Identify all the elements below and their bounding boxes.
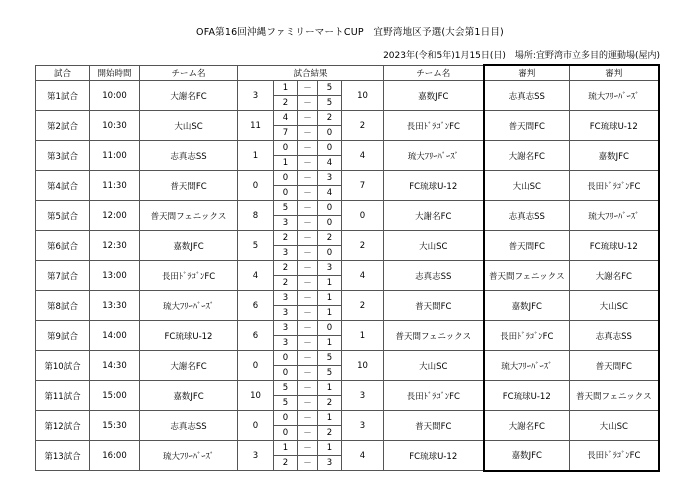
first-half-team2: 5 <box>318 81 342 96</box>
second-half-team2: 1 <box>318 306 342 321</box>
match-row <box>36 321 659 336</box>
team2-total: 10 <box>342 81 384 111</box>
match-number: 第1試合 <box>36 81 90 111</box>
score-dash: － <box>298 426 318 441</box>
referee-2: 大山SC <box>570 411 659 441</box>
start-time: 10:30 <box>90 111 140 141</box>
team1-total: 0 <box>238 171 274 201</box>
match-row <box>36 231 659 246</box>
second-half-team2: 5 <box>318 366 342 381</box>
score-dash: － <box>298 411 318 426</box>
first-half-team1: 0 <box>274 171 298 186</box>
second-half-team1: 5 <box>274 396 298 411</box>
first-half-team1: 5 <box>274 381 298 396</box>
team2-name: FC琉球U-12 <box>384 441 484 471</box>
team2-total: 3 <box>342 411 384 441</box>
referee-2: 琉大ﾌﾘｰﾊﾞｰｽﾞ <box>570 201 659 231</box>
score-dash: － <box>298 381 318 396</box>
first-half-team2: 0 <box>318 201 342 216</box>
referee-1: 嘉数JFC <box>484 441 570 471</box>
match-number: 第13試合 <box>36 441 90 471</box>
team2-name: 大山SC <box>384 231 484 261</box>
referee-2: 普天間フェニックス <box>570 381 659 411</box>
first-half-team1: 2 <box>274 261 298 276</box>
start-time: 12:00 <box>90 201 140 231</box>
match-number: 第5試合 <box>36 201 90 231</box>
start-time: 13:30 <box>90 291 140 321</box>
first-half-team2: 0 <box>318 141 342 156</box>
team1-total: 1 <box>238 141 274 171</box>
team2-total: 4 <box>342 261 384 291</box>
match-row <box>36 381 659 396</box>
second-half-team2: 2 <box>318 396 342 411</box>
team2-name: 大山SC <box>384 351 484 381</box>
match-number: 第4試合 <box>36 171 90 201</box>
score-dash: － <box>298 81 318 96</box>
match-row <box>36 261 659 276</box>
referee-1: 大山SC <box>484 171 570 201</box>
start-time: 16:00 <box>90 441 140 471</box>
score-dash: － <box>298 126 318 141</box>
score-dash: － <box>298 336 318 351</box>
match-number: 第9試合 <box>36 321 90 351</box>
team1-name: 嘉数JFC <box>140 381 238 411</box>
match-number: 第6試合 <box>36 231 90 261</box>
first-half-team2: 1 <box>318 381 342 396</box>
first-half-team1: 5 <box>274 201 298 216</box>
first-half-team1: 1 <box>274 81 298 96</box>
second-half-team1: 7 <box>274 126 298 141</box>
team1-name: 嘉数JFC <box>140 231 238 261</box>
referee-1: 琉大ﾌﾘｰﾊﾞｰｽﾞ <box>484 351 570 381</box>
match-row <box>36 351 659 366</box>
first-half-team1: 0 <box>274 411 298 426</box>
team2-name: 長田ﾄﾞﾗｺﾞﾝFC <box>384 111 484 141</box>
referee-2: 琉大ﾌﾘｰﾊﾞｰｽﾞ <box>570 81 659 111</box>
team2-total: 3 <box>342 381 384 411</box>
team1-total: 3 <box>238 441 274 471</box>
score-dash: － <box>298 456 318 471</box>
start-time: 13:00 <box>90 261 140 291</box>
second-half-team1: 1 <box>274 156 298 171</box>
first-half-team2: 2 <box>318 111 342 126</box>
second-half-team2: 1 <box>318 336 342 351</box>
score-dash: － <box>298 231 318 246</box>
score-dash: － <box>298 141 318 156</box>
schedule-table <box>35 64 660 472</box>
team1-total: 6 <box>238 321 274 351</box>
team1-name: 志真志SS <box>140 411 238 441</box>
second-half-team1: 0 <box>274 186 298 201</box>
score-dash: － <box>298 306 318 321</box>
match-number: 第11試合 <box>36 381 90 411</box>
date-venue: 2023年(令和5年)1月15日(日) 場所:宜野湾市立多目的運動場(屋内) <box>383 51 660 61</box>
team1-name: FC琉球U-12 <box>140 321 238 351</box>
referee-1: 志真志SS <box>484 201 570 231</box>
team2-name: 普天間FC <box>384 411 484 441</box>
team2-total: 4 <box>342 441 384 471</box>
referee-1: 長田ﾄﾞﾗｺﾞﾝFC <box>484 321 570 351</box>
second-half-team2: 0 <box>318 246 342 261</box>
header-start: 開始時間 <box>90 65 140 81</box>
match-row <box>36 111 659 126</box>
first-half-team2: 3 <box>318 171 342 186</box>
team2-name: 嘉数JFC <box>384 81 484 111</box>
team1-total: 0 <box>238 411 274 441</box>
referee-2: 長田ﾄﾞﾗｺﾞﾝFC <box>570 171 659 201</box>
score-dash: － <box>298 111 318 126</box>
start-time: 15:00 <box>90 381 140 411</box>
team2-total: 2 <box>342 231 384 261</box>
referee-1: 普天間FC <box>484 111 570 141</box>
score-dash: － <box>298 276 318 291</box>
first-half-team2: 0 <box>318 321 342 336</box>
team1-name: 琉大ﾌﾘｰﾊﾞｰｽﾞ <box>140 291 238 321</box>
match-row <box>36 291 659 306</box>
referee-1: 志真志SS <box>484 81 570 111</box>
match-number: 第8試合 <box>36 291 90 321</box>
match-row <box>36 171 659 186</box>
referee-2: 大山SC <box>570 291 659 321</box>
second-half-team2: 4 <box>318 156 342 171</box>
score-dash: － <box>298 396 318 411</box>
second-half-team2: 3 <box>318 456 342 471</box>
team1-total: 10 <box>238 381 274 411</box>
team1-name: 琉大ﾌﾘｰﾊﾞｰｽﾞ <box>140 441 238 471</box>
match-number: 第7試合 <box>36 261 90 291</box>
match-number: 第3試合 <box>36 141 90 171</box>
second-half-team2: 0 <box>318 126 342 141</box>
referee-1: 嘉数JFC <box>484 291 570 321</box>
team2-name: 普天間FC <box>384 291 484 321</box>
score-dash: － <box>298 261 318 276</box>
second-half-team2: 0 <box>318 216 342 231</box>
team2-name: 志真志SS <box>384 261 484 291</box>
second-half-team2: 5 <box>318 96 342 111</box>
match-number: 第10試合 <box>36 351 90 381</box>
header-ref2: 審判 <box>570 65 659 81</box>
header-result: 試合結果 <box>238 65 384 81</box>
referee-2: 嘉数JFC <box>570 141 659 171</box>
referee-2: 長田ﾄﾞﾗｺﾞﾝFC <box>570 441 659 471</box>
start-time: 12:30 <box>90 231 140 261</box>
team1-total: 3 <box>238 81 274 111</box>
team2-total: 10 <box>342 351 384 381</box>
first-half-team1: 1 <box>274 441 298 456</box>
referee-1: 大謝名FC <box>484 141 570 171</box>
team2-name: FC琉球U-12 <box>384 171 484 201</box>
second-half-team1: 3 <box>274 336 298 351</box>
first-half-team2: 5 <box>318 351 342 366</box>
header-team2: チーム名 <box>384 65 484 81</box>
team1-total: 8 <box>238 201 274 231</box>
team1-name: 普天間フェニックス <box>140 201 238 231</box>
referee-2: 志真志SS <box>570 321 659 351</box>
referee-1: 普天間フェニックス <box>484 261 570 291</box>
first-half-team1: 3 <box>274 321 298 336</box>
team1-name: 長田ﾄﾞﾗｺﾞﾝFC <box>140 261 238 291</box>
team2-total: 4 <box>342 141 384 171</box>
second-half-team1: 3 <box>274 216 298 231</box>
team1-total: 4 <box>238 261 274 291</box>
team2-name: 大謝名FC <box>384 201 484 231</box>
start-time: 11:00 <box>90 141 140 171</box>
team2-total: 2 <box>342 111 384 141</box>
match-row <box>36 141 659 156</box>
score-dash: － <box>298 216 318 231</box>
first-half-team2: 1 <box>318 411 342 426</box>
referee-1: 普天間FC <box>484 231 570 261</box>
start-time: 14:00 <box>90 321 140 351</box>
header-team1: チーム名 <box>140 65 238 81</box>
first-half-team2: 2 <box>318 231 342 246</box>
start-time: 11:30 <box>90 171 140 201</box>
start-time: 10:00 <box>90 81 140 111</box>
first-half-team1: 3 <box>274 291 298 306</box>
header-row <box>36 65 659 81</box>
second-half-team1: 0 <box>274 426 298 441</box>
score-dash: － <box>298 156 318 171</box>
team1-total: 5 <box>238 231 274 261</box>
team1-name: 大謝名FC <box>140 81 238 111</box>
match-row <box>36 441 659 456</box>
header-match: 試合 <box>36 65 90 81</box>
score-dash: － <box>298 201 318 216</box>
team2-name: 長田ﾄﾞﾗｺﾞﾝFC <box>384 381 484 411</box>
document-title: OFA第16回沖縄ファミリーマートCUP 宜野湾地区予選(大会第1日目) <box>196 27 504 38</box>
score-dash: － <box>298 291 318 306</box>
team1-total: 11 <box>238 111 274 141</box>
team2-name: 普天間フェニックス <box>384 321 484 351</box>
second-half-team2: 4 <box>318 186 342 201</box>
second-half-team1: 2 <box>274 276 298 291</box>
second-half-team2: 1 <box>318 276 342 291</box>
second-half-team1: 0 <box>274 366 298 381</box>
score-dash: － <box>298 441 318 456</box>
score-dash: － <box>298 366 318 381</box>
team2-total: 0 <box>342 201 384 231</box>
first-half-team2: 1 <box>318 441 342 456</box>
referee-1: FC琉球U-12 <box>484 381 570 411</box>
first-half-team1: 4 <box>274 111 298 126</box>
second-half-team1: 3 <box>274 306 298 321</box>
team1-name: 大山SC <box>140 111 238 141</box>
second-half-team2: 2 <box>318 426 342 441</box>
header-ref1: 審判 <box>484 65 570 81</box>
first-half-team2: 1 <box>318 291 342 306</box>
start-time: 14:30 <box>90 351 140 381</box>
referee-2: 普天間FC <box>570 351 659 381</box>
score-dash: － <box>298 171 318 186</box>
first-half-team1: 2 <box>274 231 298 246</box>
second-half-team1: 2 <box>274 456 298 471</box>
score-dash: － <box>298 186 318 201</box>
team2-total: 2 <box>342 291 384 321</box>
match-row <box>36 81 659 96</box>
score-dash: － <box>298 321 318 336</box>
team1-total: 0 <box>238 351 274 381</box>
referee-1: 大謝名FC <box>484 411 570 441</box>
team2-total: 7 <box>342 171 384 201</box>
referee-2: FC琉球U-12 <box>570 111 659 141</box>
referee-2: 大謝名FC <box>570 261 659 291</box>
match-row <box>36 411 659 426</box>
first-half-team2: 3 <box>318 261 342 276</box>
start-time: 15:30 <box>90 411 140 441</box>
score-dash: － <box>298 96 318 111</box>
team1-name: 普天間FC <box>140 171 238 201</box>
team2-name: 琉大ﾌﾘｰﾊﾞｰｽﾞ <box>384 141 484 171</box>
match-row <box>36 201 659 216</box>
team2-total: 1 <box>342 321 384 351</box>
team1-name: 大謝名FC <box>140 351 238 381</box>
team1-total: 6 <box>238 291 274 321</box>
match-number: 第12試合 <box>36 411 90 441</box>
score-dash: － <box>298 351 318 366</box>
team1-name: 志真志SS <box>140 141 238 171</box>
second-half-team1: 2 <box>274 96 298 111</box>
match-number: 第2試合 <box>36 111 90 141</box>
first-half-team1: 0 <box>274 141 298 156</box>
first-half-team1: 0 <box>274 351 298 366</box>
referee-2: FC琉球U-12 <box>570 231 659 261</box>
second-half-team1: 3 <box>274 246 298 261</box>
score-dash: － <box>298 246 318 261</box>
